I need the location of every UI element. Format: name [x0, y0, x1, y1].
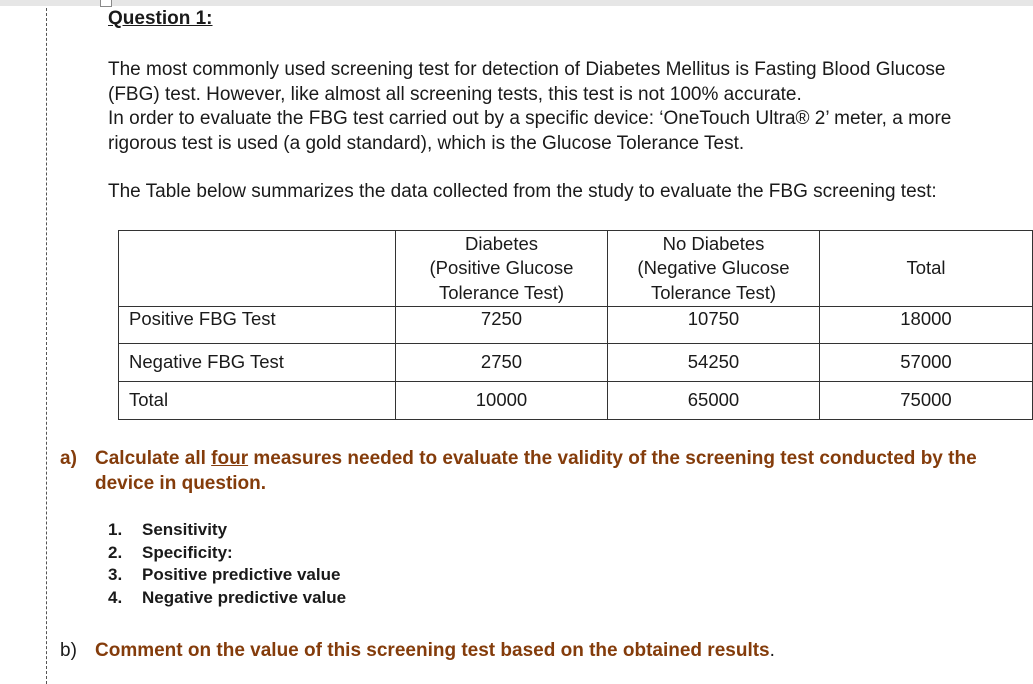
- list-item: [108, 519, 346, 542]
- part-a-letter: a): [60, 448, 77, 469]
- list-item: [108, 587, 346, 610]
- cell-total: 57000: [820, 344, 1033, 382]
- header-no-diabetes: [608, 231, 820, 307]
- part-b-text: [95, 639, 775, 664]
- part-a-text-start: Calculate all: [95, 448, 212, 469]
- header-diabetes-line: (Positive Glucose: [429, 257, 574, 279]
- list-label: Specificity:: [142, 542, 233, 562]
- part-a-underlined-word: four: [211, 448, 249, 469]
- header-total: Total: [820, 231, 1033, 307]
- contingency-table: [118, 230, 1033, 420]
- list-label: Positive predictive value: [142, 565, 341, 584]
- table-row: [119, 307, 1033, 344]
- row-label: Positive FBG Test: [119, 307, 396, 344]
- part-a-text-end: measures needed to evaluate the validity of the screening test conducted by the: [248, 448, 977, 469]
- cell-diabetes: 7250: [396, 307, 608, 344]
- page-corner-mark: [100, 0, 112, 7]
- part-a-text: [95, 447, 1025, 496]
- intro-line: (FBG) test. However, like almost all screening tests, this test is not 100% accurate.: [108, 83, 802, 105]
- header-diabetes-line: Tolerance Test): [438, 281, 565, 303]
- row-label: Negative FBG Test: [119, 344, 396, 382]
- header-diabetes-line: Diabetes: [464, 232, 538, 254]
- list-label: Sensitivity: [142, 520, 228, 539]
- margin-guide-line: [46, 8, 47, 684]
- list-label: Negative predictive value: [142, 587, 347, 607]
- top-ruler-band: [0, 0, 1033, 6]
- row-label: Total: [119, 382, 396, 420]
- header-blank-cell: [119, 231, 396, 307]
- cell-diabetes: 10000: [396, 382, 608, 420]
- header-no-diabetes-line: No Diabetes: [662, 232, 765, 254]
- table-row: [119, 344, 1033, 382]
- cell-total: 18000: [820, 307, 1033, 344]
- list-number: 4.: [108, 587, 123, 607]
- part-b-text-body: Comment on the value of this screening test based on the obtained results: [95, 640, 770, 661]
- part-a-text-line2: device in question.: [95, 472, 267, 494]
- list-item: [108, 564, 346, 587]
- table-intro: The Table below summarizes the data collected from the study to evaluate the FBG screening test:: [108, 181, 937, 202]
- header-no-diabetes-line: (Negative Glucose: [637, 257, 790, 279]
- header-no-diabetes-line: Tolerance Test): [650, 281, 777, 303]
- cell-total: 75000: [820, 382, 1033, 420]
- part-b-question: [60, 639, 775, 664]
- intro-paragraph: [108, 58, 951, 156]
- intro-line: In order to evaluate the FBG test carried out by a specific device: ‘OneTouch Ultra® 2’ meter, a more: [108, 108, 952, 129]
- cell-no-diabetes: 54250: [608, 344, 820, 382]
- question-title: Question 1:: [108, 8, 213, 29]
- cell-diabetes: 2750: [396, 344, 608, 382]
- cell-no-diabetes: 10750: [608, 307, 820, 344]
- list-number: 1.: [108, 520, 123, 539]
- list-item: [108, 542, 346, 565]
- cell-no-diabetes: 65000: [608, 382, 820, 420]
- table-row: [119, 382, 1033, 420]
- list-number: 2.: [108, 542, 123, 562]
- intro-line: rigorous test is used (a gold standard), which is the Glucose Tolerance Test.: [108, 132, 745, 154]
- part-b-letter: b): [60, 640, 77, 661]
- intro-line: The most commonly used screening test for detection of Diabetes Mellitus is Fasting Blood Glucose: [108, 59, 946, 80]
- list-number: 3.: [108, 565, 123, 584]
- part-b-period: .: [769, 640, 775, 661]
- table-header-row: [119, 231, 1033, 307]
- measures-list: [108, 519, 346, 609]
- header-diabetes: [396, 231, 608, 307]
